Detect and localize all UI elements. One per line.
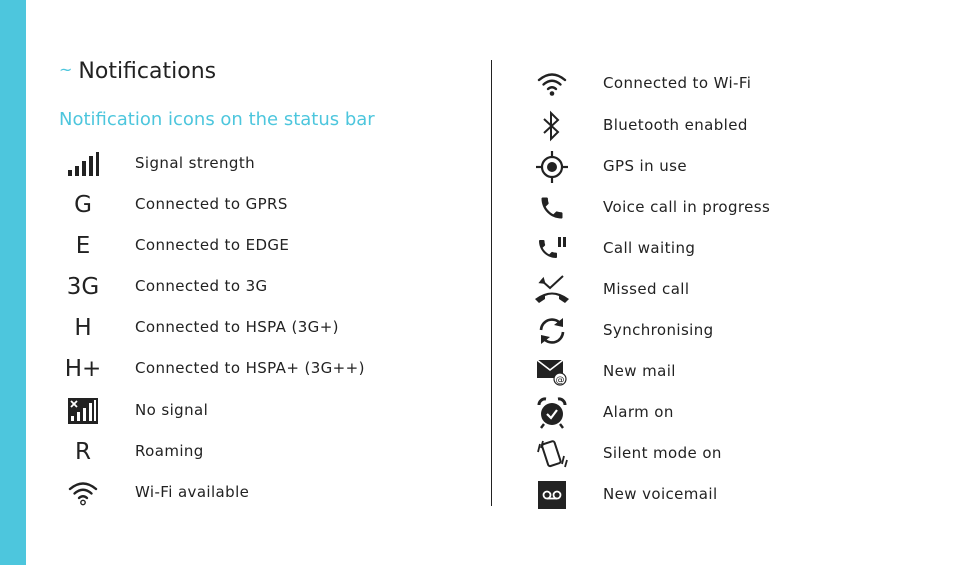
hspa-plus-glyph: H+ [64, 356, 102, 382]
list-item-label: Silent mode on [603, 444, 722, 462]
list-item-label: Connected to HSPA (3G+) [135, 318, 339, 336]
voicemail-icon [528, 478, 576, 512]
page-title-text: Notifications [78, 59, 217, 84]
list-item-label: New mail [603, 362, 676, 380]
list-item-label: Bluetooth enabled [603, 116, 748, 134]
list-item-label: Connected to Wi-Fi [603, 74, 752, 92]
list-item-label: No signal [135, 401, 209, 419]
wifi-available-icon [59, 476, 107, 510]
list-item-label: Wi-Fi available [135, 483, 250, 501]
gprs-icon [59, 188, 107, 222]
hspa-plus-icon [59, 352, 107, 386]
list-item-label: Signal strength [135, 154, 256, 172]
signal-strength-icon [59, 147, 107, 181]
list-item-label: Connected to EDGE [135, 236, 290, 254]
gps-icon [528, 150, 576, 184]
page-title [59, 56, 216, 86]
side-accent-bar [0, 0, 26, 565]
bluetooth-icon [528, 109, 576, 143]
list-item-label: Missed call [603, 280, 690, 298]
edge-icon [59, 229, 107, 263]
list-item-label: New voicemail [603, 485, 718, 503]
new-mail-icon [528, 355, 576, 389]
no-signal-icon [59, 394, 107, 428]
list-item-label: GPS in use [603, 157, 687, 175]
list-item-label: Alarm on [603, 403, 674, 421]
title-tilde: ~ [59, 60, 73, 79]
missed-call-icon [528, 273, 576, 307]
silent-mode-icon [528, 437, 576, 471]
voice-call-icon [528, 191, 576, 225]
alarm-icon [528, 396, 576, 430]
call-waiting-icon [528, 232, 576, 266]
list-item-label: Connected to GPRS [135, 195, 288, 213]
list-item-label: Connected to 3G [135, 277, 268, 295]
list-item-label: Roaming [135, 442, 204, 460]
list-item-label: Voice call in progress [603, 198, 771, 216]
section-title: Notification icons on the status bar [59, 109, 375, 130]
gprs-glyph: G [74, 192, 92, 218]
3g-icon [59, 270, 107, 304]
list-item-label: Call waiting [603, 239, 696, 257]
list-item-label: Synchronising [603, 321, 714, 339]
list-item-label: Connected to HSPA+ (3G++) [135, 359, 365, 377]
roaming-icon [59, 435, 107, 469]
sync-icon [528, 314, 576, 348]
wifi-connected-icon [528, 67, 576, 101]
column-divider [491, 60, 492, 506]
edge-glyph: E [75, 233, 91, 259]
roaming-glyph: R [75, 439, 91, 465]
3g-glyph: 3G [66, 274, 100, 300]
hspa-glyph: H [74, 315, 92, 341]
svg-text:@: @ [555, 375, 565, 386]
hspa-icon [59, 311, 107, 345]
